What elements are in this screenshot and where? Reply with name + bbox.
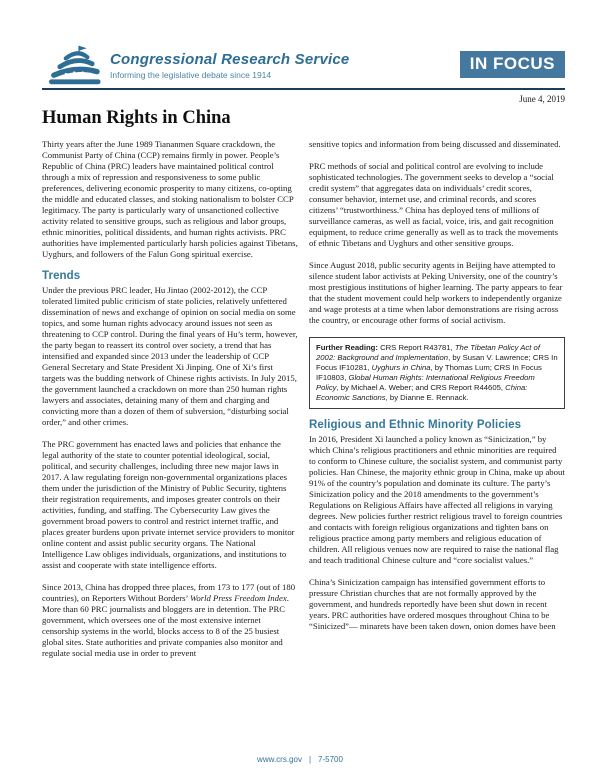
further-reading-text-3: , by Thomas Lum; CRS In Focus IF10803, xyxy=(316,363,542,382)
footer-separator: | xyxy=(308,755,312,764)
further-reading-box xyxy=(309,337,565,409)
header-rule xyxy=(42,88,565,90)
publication-date: June 4, 2019 xyxy=(519,94,565,104)
sinicization-paragraph: In 2016, President Xi launched a policy known as “Sinicization,” by which China’s religious practitioners and ethnic minorities are required to conform to Chinese culture, the socialist system, and communist party policies. Han Chinese, the majority ethnic group in China, make up about 91% of the country’s population and dominate its culture. The party’s Sinicization policy and the 2018 amendments to the government’s Regulations on Religious Affairs have affected all religions in varying degrees. New policies further restrict religious travel to foreign countries and contacts with foreign religious organizations and tighten bans on religious practice among party members and religious education of children. All religious venues now are required to raise the national flag and teach traditional Chinese culture and “core socialist values.” xyxy=(309,434,565,565)
report-title-economic-sanctions: China: Economic Sanctions xyxy=(316,383,528,402)
section-heading-trends: Trends xyxy=(42,270,81,282)
document-title: Human Rights in China xyxy=(42,108,231,128)
org-name: Congressional Research Service xyxy=(110,51,350,68)
body-columns xyxy=(42,139,565,670)
report-title-tibetan-policy: The Tibetan Policy Act of 2002: Background and Implementation xyxy=(316,343,540,362)
document-header xyxy=(42,44,565,86)
in-focus-badge: IN FOCUS xyxy=(460,51,565,78)
trends-paragraph-3 xyxy=(42,582,298,659)
further-reading-text-1: CRS Report R43781, xyxy=(377,343,455,352)
press-freedom-index-title: World Press Freedom Index xyxy=(189,593,287,603)
right-column xyxy=(309,139,565,670)
crs-brand xyxy=(42,44,349,86)
trends-p3-text-cont: . More than 60 PRC journalists and bloggers are in detention. The PRC government, which oversees one of the most extensive internet censorship systems in the world, blocks access to 8 of the 25 busiest global sites. State authorities and private companies also monitor and regulate social media use in order to prevent xyxy=(42,593,289,658)
trends-p3-text: Since 2013, China has dropped three places, from 173 to 177 (out of 180 countries), on Reporters Without Borders’ xyxy=(42,582,296,603)
report-title-uyghurs: Uyghurs in China xyxy=(371,363,431,372)
surveillance-paragraph: PRC methods of social and political control are evolving to include sophisticated technologies. The government seeks to develop a “social credit system” that aggregates data on individuals’ credit scores, consumer behavior, internet use, and criminal records, and scores citizens’ “trustworthiness.” China has deployed tens of millions of surveillance cameras, as well as facial, voice, iris, and gait recognition equipment, to reduce crime generally as well as to track the movements of ethnic Tibetans and Uyghurs and other sensitive groups. xyxy=(309,161,558,248)
continuation-paragraph: sensitive topics and information from being discussed and disseminated. xyxy=(309,139,561,149)
intro-paragraph: Thirty years after the June 1989 Tiananmen Square crackdown, the Communist Party of China (CCP) remains firmly in power. People’s Republic of China (PRC) leaders have maintained political control through a mix of repression and responsiveness to some public preferences, delivering economic prosperity to many citizens, co-opting the middle and educated classes, and stoking nationalism to bolster CCP legitimacy. The party is particularly wary of unsanctioned collective activity related to sensitive groups, such as religious and labor groups, ethnic minorities, political dissidents, and human rights activists. PRC authorities have implemented particularly harsh policies against Tibetans, Uyghurs, and followers of the Falun Gong spiritual exercise. xyxy=(42,139,298,259)
section-heading-religious-policies: Religious and Ethnic Minority Policies xyxy=(309,419,522,431)
capitol-dome-icon xyxy=(42,44,104,86)
brand-text xyxy=(110,44,349,80)
crs-phone-code: 7-5700 xyxy=(318,755,343,764)
further-reading-text-5: , by Dianne E. Rennack. xyxy=(385,393,469,402)
further-reading-label: Further Reading: xyxy=(316,343,378,352)
further-reading-text-2: , by Susan V. Lawrence; CRS In Focus IF10281, xyxy=(316,353,558,372)
student-activists-paragraph: Since August 2018, public security agents in Beijing have attempted to silence student labor activists at Peking University, one of the country’s most prestigious institutions of higher learning. The party appears to fear that the student movement could help workers to independently organize and wage protests at a time when labor demonstrations are rising across the country, or encourage other forms of social activism. xyxy=(309,260,563,325)
crs-website-url: www.crs.gov xyxy=(257,755,302,764)
left-column xyxy=(42,139,298,670)
trends-paragraph-1: Under the previous PRC leader, Hu Jintao (2002-2012), the CCP tolerated limited public criticism of state policies, relatively unfettered dissemination of news and exchange of opinion on social media on some topics, and some human rights advocacy around issues not seen as threatening to CCP control. During the final years of Hu’s term, however, the party began to reassert its control over society, a trend that has intensified and expanded since 2013 under the leadership of CCP General Secretary and State President Xi Jinping. One of Xi’s first targets was the budding network of Chinese rights activists. In July 2015, the government launched a crackdown on more than 250 human rights lawyers and associates, detaining many of them and charging and convicting more than a dozen of them of subversion, “disturbing social order,” and other crimes. xyxy=(42,285,298,427)
churches-mosques-paragraph: China’s Sinicization campaign has intensified government efforts to pressure Christian churches that are not formally approved by the government, and hundreds reportedly have been shut down in recent years. PRC authorities have ordered mosques throughout China to be “Sinicized”— minarets have been taken down, onion domes have been xyxy=(309,577,556,631)
page-footer xyxy=(0,755,600,764)
report-title-religious-freedom: Global Human Rights: International Religious Freedom Policy xyxy=(316,373,535,392)
trends-paragraph-2: The PRC government has enacted laws and policies that enhance the legal authority of the state to counter potential ideological, social, political, and security challenges, including three new major laws in 2017. A law regulating foreign non-governmental organizations places them under the jurisdiction of the Ministry of Public Security, tightens their registration requirements, and imposes greater controls on their activities, funding, and staffing. The Cybersecurity Law gives the government broad powers to control and restrict internet traffic, and places greater burdens upon private internet service providers to monitor online content and assist public security organs. The National Intelligence Law obliges individuals, organizations, and institutions to assist and cooperate with state intelligence efforts. xyxy=(42,439,295,570)
org-tagline: Informing the legislative debate since 1914 xyxy=(110,70,272,80)
further-reading-text-4: , by Michael A. Weber; and CRS Report R44605, xyxy=(336,383,506,392)
